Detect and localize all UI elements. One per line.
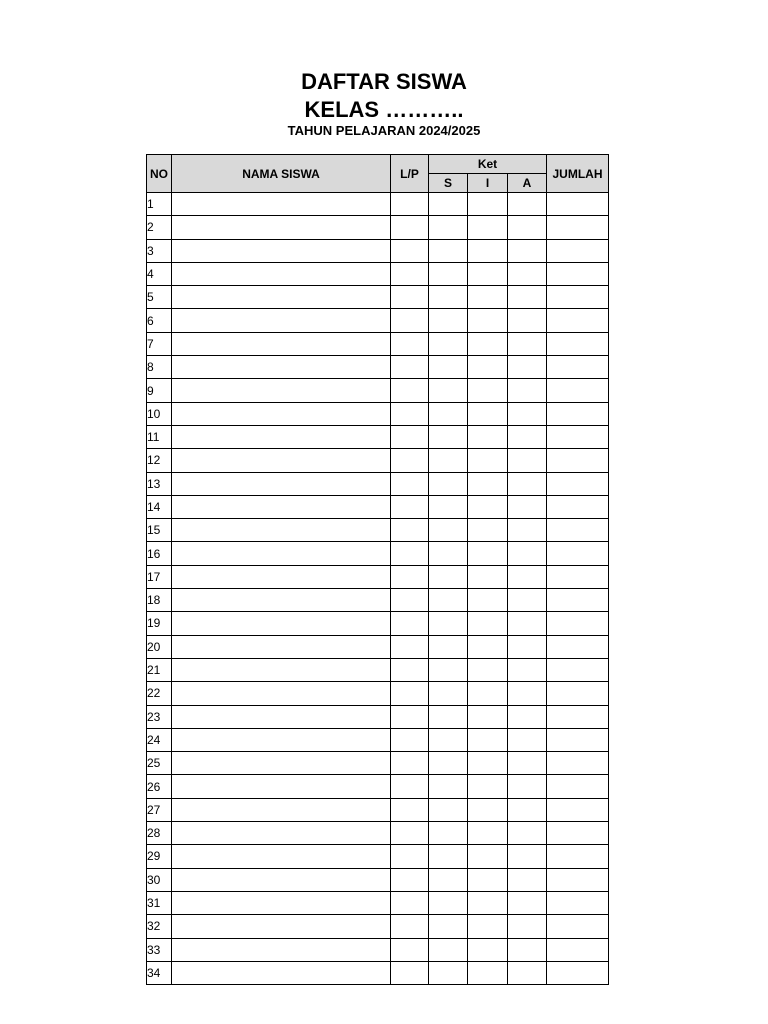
izin-cell bbox=[468, 495, 508, 518]
alpha-cell bbox=[508, 612, 547, 635]
gender-cell bbox=[391, 891, 429, 914]
row-number: 10 bbox=[147, 402, 172, 425]
table-row bbox=[147, 798, 609, 821]
alpha-cell bbox=[508, 262, 547, 285]
table-row bbox=[147, 379, 609, 402]
sakit-cell bbox=[429, 332, 468, 355]
table-row bbox=[147, 425, 609, 448]
izin-cell bbox=[468, 728, 508, 751]
izin-cell bbox=[468, 915, 508, 938]
row-number: 9 bbox=[147, 379, 172, 402]
alpha-cell bbox=[508, 728, 547, 751]
gender-cell bbox=[391, 519, 429, 542]
alpha-cell bbox=[508, 402, 547, 425]
student-name-cell bbox=[172, 682, 391, 705]
row-number: 21 bbox=[147, 658, 172, 681]
gender-cell bbox=[391, 565, 429, 588]
alpha-cell bbox=[508, 519, 547, 542]
jumlah-cell bbox=[547, 589, 609, 612]
student-name-cell bbox=[172, 658, 391, 681]
alpha-cell bbox=[508, 216, 547, 239]
izin-cell bbox=[468, 775, 508, 798]
alpha-cell bbox=[508, 332, 547, 355]
gender-cell bbox=[391, 262, 429, 285]
jumlah-cell bbox=[547, 309, 609, 332]
jumlah-cell bbox=[547, 845, 609, 868]
gender-cell bbox=[391, 868, 429, 891]
header-lp: L/P bbox=[391, 155, 429, 193]
izin-cell bbox=[468, 822, 508, 845]
izin-cell bbox=[468, 542, 508, 565]
alpha-cell bbox=[508, 845, 547, 868]
alpha-cell bbox=[508, 658, 547, 681]
class-line: KELAS ……….. bbox=[304, 97, 464, 122]
row-number: 20 bbox=[147, 635, 172, 658]
table-row bbox=[147, 728, 609, 751]
table-row bbox=[147, 565, 609, 588]
gender-cell bbox=[391, 822, 429, 845]
jumlah-cell bbox=[547, 565, 609, 588]
izin-cell bbox=[468, 565, 508, 588]
student-name-cell bbox=[172, 309, 391, 332]
gender-cell bbox=[391, 542, 429, 565]
sakit-cell bbox=[429, 356, 468, 379]
table-row bbox=[147, 775, 609, 798]
row-number: 34 bbox=[147, 961, 172, 984]
sakit-cell bbox=[429, 612, 468, 635]
row-number: 26 bbox=[147, 775, 172, 798]
jumlah-cell bbox=[547, 891, 609, 914]
sakit-cell bbox=[429, 216, 468, 239]
table-row bbox=[147, 635, 609, 658]
sakit-cell bbox=[429, 449, 468, 472]
student-name-cell bbox=[172, 262, 391, 285]
table-row bbox=[147, 402, 609, 425]
izin-cell bbox=[468, 286, 508, 309]
student-name-cell bbox=[172, 798, 391, 821]
row-number: 4 bbox=[147, 262, 172, 285]
row-number: 28 bbox=[147, 822, 172, 845]
jumlah-cell bbox=[547, 495, 609, 518]
table-row bbox=[147, 519, 609, 542]
table-row bbox=[147, 286, 609, 309]
student-name-cell bbox=[172, 891, 391, 914]
alpha-cell bbox=[508, 472, 547, 495]
izin-cell bbox=[468, 193, 508, 216]
table-row bbox=[147, 705, 609, 728]
alpha-cell bbox=[508, 356, 547, 379]
jumlah-cell bbox=[547, 519, 609, 542]
sakit-cell bbox=[429, 193, 468, 216]
jumlah-cell bbox=[547, 938, 609, 961]
sakit-cell bbox=[429, 752, 468, 775]
row-number: 30 bbox=[147, 868, 172, 891]
header-i: I bbox=[468, 174, 508, 193]
gender-cell bbox=[391, 915, 429, 938]
student-name-cell bbox=[172, 472, 391, 495]
jumlah-cell bbox=[547, 682, 609, 705]
gender-cell bbox=[391, 216, 429, 239]
table-row bbox=[147, 472, 609, 495]
alpha-cell bbox=[508, 752, 547, 775]
izin-cell bbox=[468, 798, 508, 821]
sakit-cell bbox=[429, 775, 468, 798]
izin-cell bbox=[468, 332, 508, 355]
sakit-cell bbox=[429, 379, 468, 402]
sakit-cell bbox=[429, 658, 468, 681]
student-name-cell bbox=[172, 356, 391, 379]
gender-cell bbox=[391, 612, 429, 635]
sakit-cell bbox=[429, 425, 468, 448]
izin-cell bbox=[468, 635, 508, 658]
row-number: 32 bbox=[147, 915, 172, 938]
gender-cell bbox=[391, 379, 429, 402]
row-number: 12 bbox=[147, 449, 172, 472]
student-name-cell bbox=[172, 612, 391, 635]
student-roster-table bbox=[146, 154, 609, 985]
row-number: 6 bbox=[147, 309, 172, 332]
header-jumlah: JUMLAH bbox=[547, 155, 609, 193]
jumlah-cell bbox=[547, 425, 609, 448]
gender-cell bbox=[391, 449, 429, 472]
student-name-cell bbox=[172, 822, 391, 845]
table-row bbox=[147, 961, 609, 984]
izin-cell bbox=[468, 449, 508, 472]
sakit-cell bbox=[429, 868, 468, 891]
sakit-cell bbox=[429, 728, 468, 751]
student-name-cell bbox=[172, 239, 391, 262]
table-row bbox=[147, 193, 609, 216]
row-number: 7 bbox=[147, 332, 172, 355]
izin-cell bbox=[468, 938, 508, 961]
student-name-cell bbox=[172, 938, 391, 961]
alpha-cell bbox=[508, 705, 547, 728]
alpha-cell bbox=[508, 309, 547, 332]
row-number: 24 bbox=[147, 728, 172, 751]
jumlah-cell bbox=[547, 379, 609, 402]
izin-cell bbox=[468, 752, 508, 775]
izin-cell bbox=[468, 262, 508, 285]
row-number: 18 bbox=[147, 589, 172, 612]
row-number: 25 bbox=[147, 752, 172, 775]
table-row bbox=[147, 309, 609, 332]
sakit-cell bbox=[429, 635, 468, 658]
gender-cell bbox=[391, 775, 429, 798]
izin-cell bbox=[468, 589, 508, 612]
gender-cell bbox=[391, 961, 429, 984]
sakit-cell bbox=[429, 961, 468, 984]
jumlah-cell bbox=[547, 728, 609, 751]
row-number: 19 bbox=[147, 612, 172, 635]
alpha-cell bbox=[508, 542, 547, 565]
alpha-cell bbox=[508, 822, 547, 845]
row-number: 27 bbox=[147, 798, 172, 821]
izin-cell bbox=[468, 682, 508, 705]
row-number: 16 bbox=[147, 542, 172, 565]
sakit-cell bbox=[429, 262, 468, 285]
gender-cell bbox=[391, 635, 429, 658]
table-row bbox=[147, 752, 609, 775]
table-row bbox=[147, 262, 609, 285]
row-number: 5 bbox=[147, 286, 172, 309]
izin-cell bbox=[468, 705, 508, 728]
student-name-cell bbox=[172, 193, 391, 216]
table-row bbox=[147, 589, 609, 612]
row-number: 22 bbox=[147, 682, 172, 705]
jumlah-cell bbox=[547, 542, 609, 565]
student-name-cell bbox=[172, 332, 391, 355]
academic-year-line: TAHUN PELAJARAN 2024/2025 bbox=[287, 123, 481, 138]
alpha-cell bbox=[508, 425, 547, 448]
row-number: 11 bbox=[147, 425, 172, 448]
izin-cell bbox=[468, 402, 508, 425]
jumlah-cell bbox=[547, 239, 609, 262]
table-header bbox=[147, 155, 609, 193]
izin-cell bbox=[468, 356, 508, 379]
row-number: 15 bbox=[147, 519, 172, 542]
table-row bbox=[147, 682, 609, 705]
jumlah-cell bbox=[547, 705, 609, 728]
izin-cell bbox=[468, 658, 508, 681]
jumlah-cell bbox=[547, 449, 609, 472]
alpha-cell bbox=[508, 495, 547, 518]
izin-cell bbox=[468, 519, 508, 542]
izin-cell bbox=[468, 612, 508, 635]
student-name-cell bbox=[172, 728, 391, 751]
alpha-cell bbox=[508, 961, 547, 984]
sakit-cell bbox=[429, 519, 468, 542]
student-name-cell bbox=[172, 379, 391, 402]
alpha-cell bbox=[508, 938, 547, 961]
row-number: 13 bbox=[147, 472, 172, 495]
izin-cell bbox=[468, 379, 508, 402]
table-row bbox=[147, 495, 609, 518]
sakit-cell bbox=[429, 309, 468, 332]
sakit-cell bbox=[429, 845, 468, 868]
jumlah-cell bbox=[547, 635, 609, 658]
alpha-cell bbox=[508, 798, 547, 821]
jumlah-cell bbox=[547, 262, 609, 285]
row-number: 8 bbox=[147, 356, 172, 379]
jumlah-cell bbox=[547, 332, 609, 355]
row-number: 29 bbox=[147, 845, 172, 868]
gender-cell bbox=[391, 332, 429, 355]
table-row bbox=[147, 612, 609, 635]
gender-cell bbox=[391, 682, 429, 705]
student-name-cell bbox=[172, 845, 391, 868]
row-number: 23 bbox=[147, 705, 172, 728]
table-row bbox=[147, 915, 609, 938]
alpha-cell bbox=[508, 193, 547, 216]
student-name-cell bbox=[172, 402, 391, 425]
student-name-cell bbox=[172, 589, 391, 612]
student-name-cell bbox=[172, 425, 391, 448]
sakit-cell bbox=[429, 938, 468, 961]
student-name-cell bbox=[172, 915, 391, 938]
student-name-cell bbox=[172, 868, 391, 891]
student-name-cell bbox=[172, 705, 391, 728]
table-row bbox=[147, 868, 609, 891]
sakit-cell bbox=[429, 402, 468, 425]
sakit-cell bbox=[429, 472, 468, 495]
document-title: DAFTAR SISWA bbox=[301, 69, 467, 94]
student-name-cell bbox=[172, 961, 391, 984]
row-number: 33 bbox=[147, 938, 172, 961]
student-name-cell bbox=[172, 495, 391, 518]
table-row bbox=[147, 822, 609, 845]
jumlah-cell bbox=[547, 193, 609, 216]
alpha-cell bbox=[508, 286, 547, 309]
table-row bbox=[147, 891, 609, 914]
table-row bbox=[147, 449, 609, 472]
alpha-cell bbox=[508, 682, 547, 705]
alpha-cell bbox=[508, 635, 547, 658]
row-number: 1 bbox=[147, 193, 172, 216]
jumlah-cell bbox=[547, 286, 609, 309]
sakit-cell bbox=[429, 705, 468, 728]
table-body bbox=[147, 193, 609, 985]
sakit-cell bbox=[429, 239, 468, 262]
jumlah-cell bbox=[547, 961, 609, 984]
sakit-cell bbox=[429, 682, 468, 705]
student-name-cell bbox=[172, 635, 391, 658]
izin-cell bbox=[468, 845, 508, 868]
student-name-cell bbox=[172, 542, 391, 565]
jumlah-cell bbox=[547, 658, 609, 681]
student-name-cell bbox=[172, 286, 391, 309]
jumlah-cell bbox=[547, 868, 609, 891]
row-number: 2 bbox=[147, 216, 172, 239]
alpha-cell bbox=[508, 891, 547, 914]
sakit-cell bbox=[429, 822, 468, 845]
student-name-cell bbox=[172, 565, 391, 588]
gender-cell bbox=[391, 425, 429, 448]
jumlah-cell bbox=[547, 216, 609, 239]
alpha-cell bbox=[508, 775, 547, 798]
gender-cell bbox=[391, 193, 429, 216]
jumlah-cell bbox=[547, 472, 609, 495]
alpha-cell bbox=[508, 565, 547, 588]
row-number: 31 bbox=[147, 891, 172, 914]
row-number: 17 bbox=[147, 565, 172, 588]
table-row bbox=[147, 542, 609, 565]
header-no: NO bbox=[147, 155, 172, 193]
gender-cell bbox=[391, 495, 429, 518]
row-number: 3 bbox=[147, 239, 172, 262]
izin-cell bbox=[468, 309, 508, 332]
gender-cell bbox=[391, 309, 429, 332]
gender-cell bbox=[391, 938, 429, 961]
sakit-cell bbox=[429, 565, 468, 588]
table-row bbox=[147, 845, 609, 868]
table-row bbox=[147, 239, 609, 262]
gender-cell bbox=[391, 589, 429, 612]
sakit-cell bbox=[429, 891, 468, 914]
sakit-cell bbox=[429, 915, 468, 938]
student-name-cell bbox=[172, 449, 391, 472]
table-row bbox=[147, 332, 609, 355]
gender-cell bbox=[391, 286, 429, 309]
gender-cell bbox=[391, 705, 429, 728]
izin-cell bbox=[468, 961, 508, 984]
jumlah-cell bbox=[547, 915, 609, 938]
alpha-cell bbox=[508, 379, 547, 402]
student-name-cell bbox=[172, 775, 391, 798]
row-number: 14 bbox=[147, 495, 172, 518]
header-nama-siswa: NAMA SISWA bbox=[172, 155, 391, 193]
gender-cell bbox=[391, 472, 429, 495]
gender-cell bbox=[391, 239, 429, 262]
jumlah-cell bbox=[547, 612, 609, 635]
gender-cell bbox=[391, 356, 429, 379]
table-row bbox=[147, 216, 609, 239]
gender-cell bbox=[391, 728, 429, 751]
gender-cell bbox=[391, 402, 429, 425]
header-a: A bbox=[508, 174, 547, 193]
gender-cell bbox=[391, 752, 429, 775]
gender-cell bbox=[391, 658, 429, 681]
jumlah-cell bbox=[547, 775, 609, 798]
header-s: S bbox=[429, 174, 468, 193]
table-row bbox=[147, 938, 609, 961]
table-row bbox=[147, 356, 609, 379]
header-ket: Ket bbox=[429, 155, 547, 174]
sakit-cell bbox=[429, 589, 468, 612]
sakit-cell bbox=[429, 542, 468, 565]
sakit-cell bbox=[429, 798, 468, 821]
gender-cell bbox=[391, 798, 429, 821]
student-name-cell bbox=[172, 752, 391, 775]
alpha-cell bbox=[508, 868, 547, 891]
student-name-cell bbox=[172, 519, 391, 542]
izin-cell bbox=[468, 472, 508, 495]
gender-cell bbox=[391, 845, 429, 868]
sakit-cell bbox=[429, 495, 468, 518]
izin-cell bbox=[468, 239, 508, 262]
alpha-cell bbox=[508, 589, 547, 612]
jumlah-cell bbox=[547, 356, 609, 379]
jumlah-cell bbox=[547, 402, 609, 425]
izin-cell bbox=[468, 425, 508, 448]
izin-cell bbox=[468, 216, 508, 239]
izin-cell bbox=[468, 891, 508, 914]
alpha-cell bbox=[508, 915, 547, 938]
alpha-cell bbox=[508, 239, 547, 262]
izin-cell bbox=[468, 868, 508, 891]
sakit-cell bbox=[429, 286, 468, 309]
jumlah-cell bbox=[547, 798, 609, 821]
student-name-cell bbox=[172, 216, 391, 239]
jumlah-cell bbox=[547, 822, 609, 845]
alpha-cell bbox=[508, 449, 547, 472]
jumlah-cell bbox=[547, 752, 609, 775]
table-row bbox=[147, 658, 609, 681]
